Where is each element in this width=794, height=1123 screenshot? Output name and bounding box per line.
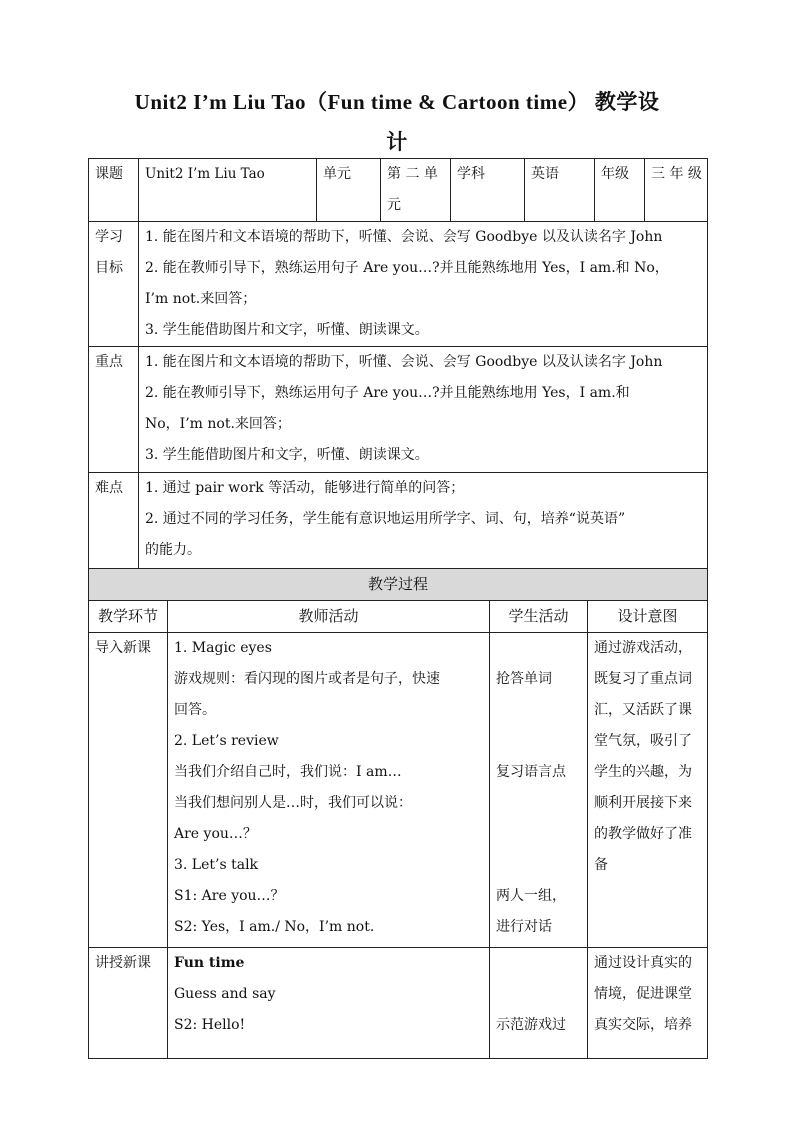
topic-value: Unit2 I’m Liu Tao	[139, 159, 317, 222]
teacher-line: Are you…？	[174, 826, 257, 842]
teacher-line: S2: Yes，I am./ No，I’m not.	[174, 919, 375, 935]
intent-line: 通过游戏活动，	[594, 640, 692, 656]
title-line-2: 计	[386, 130, 408, 154]
header-student: 学生活动	[490, 601, 588, 633]
stage-cell: 导入新课	[89, 633, 168, 948]
intent-line: 情境，促进课堂	[594, 986, 692, 1002]
key-point-line: 1. 能在图片和文本语境的帮助下，听懂、会说、会写 Goodbye 以及认读名字 John	[145, 354, 663, 370]
header-teacher: 教师活动	[168, 601, 490, 633]
objectives-content	[139, 222, 708, 347]
unit-label: 单元	[317, 159, 381, 222]
subject-value: 英语	[525, 159, 595, 222]
lesson-info-table	[88, 158, 708, 569]
teacher-line: 当我们介绍自己时，我们说：I am…	[174, 764, 402, 780]
topic-label: 课题	[89, 159, 139, 222]
stage-cell: 讲授新课	[89, 948, 168, 1059]
difficulty-line: 1. 通过 pair work 等活动，能够进行简单的问答；	[145, 480, 465, 496]
intent-line: 的教学做好了准	[594, 826, 692, 842]
teacher-line: Guess and say	[174, 986, 276, 1002]
student-line: 两人一组，	[496, 888, 566, 904]
student-line: 抢答单词	[496, 671, 552, 687]
difficulties-label: 难点	[89, 473, 139, 569]
difficulties-content	[139, 473, 708, 569]
header-stage: 教学环节	[89, 601, 168, 633]
teacher-line: 3. Let’s talk	[174, 857, 259, 873]
intent-line: 堂气氛，吸引了	[594, 733, 692, 749]
intent-line: 汇，又活跃了课	[594, 702, 692, 718]
objectives-label: 学习 目标	[89, 222, 139, 347]
unit-value: 第 二 单 元	[381, 159, 451, 222]
key-point-line: 3. 学生能借助图片和文字，听懂、朗读课文。	[145, 447, 429, 463]
header-intent: 设计意图	[588, 601, 708, 633]
teacher-line: S1: Are you…？	[174, 888, 285, 904]
teacher-activity-cell	[168, 948, 490, 1059]
student-activity-cell	[490, 948, 588, 1059]
teaching-process-table	[88, 568, 708, 1059]
intent-line: 备	[594, 857, 608, 873]
key-points-content	[139, 347, 708, 473]
process-band: 教学过程	[89, 569, 708, 601]
teacher-line: S2: Hello!	[174, 1017, 246, 1033]
student-line: 复习语言点	[496, 764, 566, 780]
teacher-line: 1. Magic eyes	[174, 640, 272, 656]
objective-line: 1. 能在图片和文本语境的帮助下，听懂、会说、会写 Goodbye 以及认读名字 John	[145, 229, 663, 245]
teacher-activity-cell	[168, 633, 490, 948]
subject-label: 学科	[451, 159, 525, 222]
difficulty-line: 2. 通过不同的学习任务，学生能有意识地运用所学字、词、句，培养“说英语”	[145, 511, 626, 527]
intent-line: 顺利开展接下来	[594, 795, 692, 811]
student-line: 进行对话	[496, 919, 552, 935]
intent-line: 通过设计真实的	[594, 955, 692, 971]
teacher-line: Fun time	[174, 955, 245, 971]
key-point-line: No，I’m not.来回答；	[145, 416, 291, 432]
teacher-line: 游戏规则：看闪现的图片或者是句子，快速	[174, 671, 440, 687]
teacher-line: 2. Let’s review	[174, 733, 279, 749]
intent-line: 学生的兴趣，为	[594, 764, 692, 780]
table-row	[89, 633, 708, 948]
grade-value: 三 年 级	[645, 159, 708, 222]
design-intent-cell	[588, 633, 708, 948]
intent-line: 真实交际，培养	[594, 1017, 692, 1033]
grade-label: 年级	[595, 159, 645, 222]
table-row	[89, 948, 708, 1059]
intent-line: 既复习了重点词	[594, 671, 692, 687]
key-point-line: 2. 能在教师引导下，熟练运用句子 Are you…?并且能熟练地用 Yes，I am.和	[145, 385, 630, 401]
design-intent-cell	[588, 948, 708, 1059]
student-activity-cell	[490, 633, 588, 948]
objective-line: 3. 学生能借助图片和文字，听懂、朗读课文。	[145, 322, 429, 338]
document-title	[0, 82, 794, 162]
difficulty-line: 的能力。	[145, 542, 201, 558]
objective-line: 2. 能在教师引导下，熟练运用句子 Are you…?并且能熟练地用 Yes，I am.和 No，	[145, 260, 669, 276]
student-line: 示范游戏过	[496, 1017, 566, 1033]
title-line-1: Unit2 I’m Liu Tao（Fun time & Cartoon time） 教学设	[134, 90, 660, 114]
objective-line: I’m not.来回答；	[145, 291, 257, 307]
teacher-line: 当我们想问别人是…时，我们可以说：	[174, 795, 412, 811]
teacher-line: 回答。	[174, 702, 216, 718]
key-points-label: 重点	[89, 347, 139, 473]
